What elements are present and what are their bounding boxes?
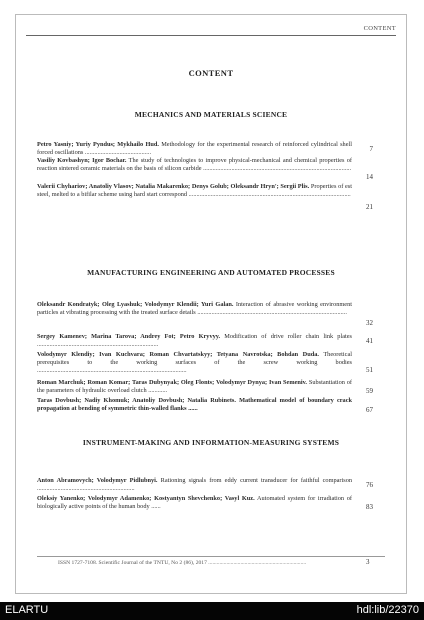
- entry-authors: Valerii Chyhariov; Anatoliy Vlasov; Natalia Makarenko; Denys Golub; Oleksandr Hryn'; Sergii Plis.: [37, 183, 310, 190]
- entry-title: Automated system for irradiation of biologically active points of the human body ......: [37, 495, 352, 511]
- running-head: CONTENT: [363, 25, 396, 32]
- document-page: [15, 14, 407, 594]
- entry-page-number: 41: [366, 337, 373, 345]
- entry-authors: Petro Yasniy; Yuriy Pyndus; Mykhailo Hud.: [37, 141, 159, 148]
- section-heading-instrument-making: INSTRUMENT-MAKING AND INFORMATION-MEASURING SYSTEMS: [82, 438, 340, 447]
- entry-title: Interaction of abrasive working environment particles at vibrating processing with the treated surface details ...............................................................................................: [37, 301, 352, 317]
- entry-title: Theoretical prerequisites to the working surfaces of the screw working bodies ...............................................................................................: [37, 351, 352, 375]
- header-rule: [26, 35, 396, 36]
- entry-authors: Taras Dovbush; Nadiy Khomuk; Anatoliy Dovbush; Natalia Rubinets. Mathematical model of boundary crack propagation at bending of symmetric thin-walled flanks ......: [37, 397, 352, 413]
- entry-title: Methodology for the experimental research of reinforced cylindrical shell forced oscillations ..........................................: [37, 141, 352, 157]
- toc-entry[interactable]: [37, 333, 352, 349]
- toc-entry[interactable]: [37, 351, 352, 376]
- section-heading-manufacturing: MANUFACTURING ENGINEERING AND AUTOMATED PROCESSES: [87, 268, 335, 277]
- toc-entry[interactable]: [37, 301, 352, 317]
- repository-name: ELARTU: [5, 604, 49, 616]
- entry-page-number: 14: [366, 173, 373, 181]
- entry-title: Modification of drive roller chain link plates .............................................................................: [37, 333, 352, 349]
- entry-page-number: 51: [366, 366, 373, 374]
- entry-authors: Volodymyr Klendiy; Ivan Kuchvara; Roman Chvartatskyy; Tetyana Navrotska; Bohdan Duda.: [37, 351, 319, 358]
- entry-authors: Oleksiy Yanenko; Volodymyr Adamenko; Kostyantyn Shevchenko; Vasyl Kuz.: [37, 495, 255, 502]
- entry-page-number: 32: [366, 319, 373, 327]
- entry-page-number: 7: [369, 145, 373, 153]
- entry-authors: Oleksandr Kondratyk; Oleg Lyashuk; Volodymyr Klendii; Yuri Galan.: [37, 301, 234, 308]
- entry-authors: Roman Marchuk; Roman Komar; Taras Dubynyak; Oleg Flonts; Volodymyr Dynya; Ivan Semeniv.: [37, 379, 308, 386]
- page-title: CONTENT: [188, 68, 234, 78]
- entry-page-number: 21: [366, 203, 373, 211]
- toc-entry[interactable]: [37, 183, 352, 199]
- toc-entry[interactable]: [37, 477, 352, 493]
- footer-rule: [37, 556, 385, 557]
- repository-handle-link[interactable]: hdl:lib/22370: [356, 604, 419, 616]
- section-heading-mechanics: MECHANICS AND MATERIALS SCIENCE: [134, 110, 288, 119]
- entry-authors: Anton Abramovych; Volodymyr Pidlubnyi.: [37, 477, 158, 484]
- toc-entry[interactable]: [37, 157, 352, 173]
- entry-title: Properties of est steel, melted to a bifilar scheme using hard start correspond .......................................................................................................: [37, 183, 353, 199]
- footer-page-number: 3: [366, 558, 370, 566]
- entry-title: The study of technologies to improve physical-mechanical and chemical properties of reaction sintered ceramic materials on the basis of silicon carbide ..............................................................................................: [37, 157, 352, 173]
- repository-bar: [0, 602, 424, 620]
- entry-authors: Vasiliy Kovbashyn; Igor Bochar.: [37, 157, 127, 164]
- toc-entry[interactable]: [37, 379, 352, 395]
- toc-entry[interactable]: [37, 495, 352, 511]
- entry-page-number: 67: [366, 406, 373, 414]
- entry-authors: Sergey Kamenev; Marina Tarova; Andrey Fot; Petro Kryvyy.: [37, 333, 221, 340]
- entry-page-number: 59: [366, 387, 373, 395]
- footer-journal-info: ISSN 1727-7108. Scientific Journal of the TNTU, No 2 (86), 2017 ......................................................................: [58, 560, 307, 566]
- entry-page-number: 83: [366, 503, 373, 511]
- entry-title: Rationing signals from eddy current transducer for faithful comparison ..............................................................: [37, 477, 353, 493]
- toc-entry[interactable]: [37, 397, 352, 413]
- entry-title: Substantiation of the parameters of hydraulic overload clutch ............: [37, 379, 352, 395]
- entry-page-number: 76: [366, 481, 373, 489]
- toc-entry[interactable]: [37, 141, 352, 157]
